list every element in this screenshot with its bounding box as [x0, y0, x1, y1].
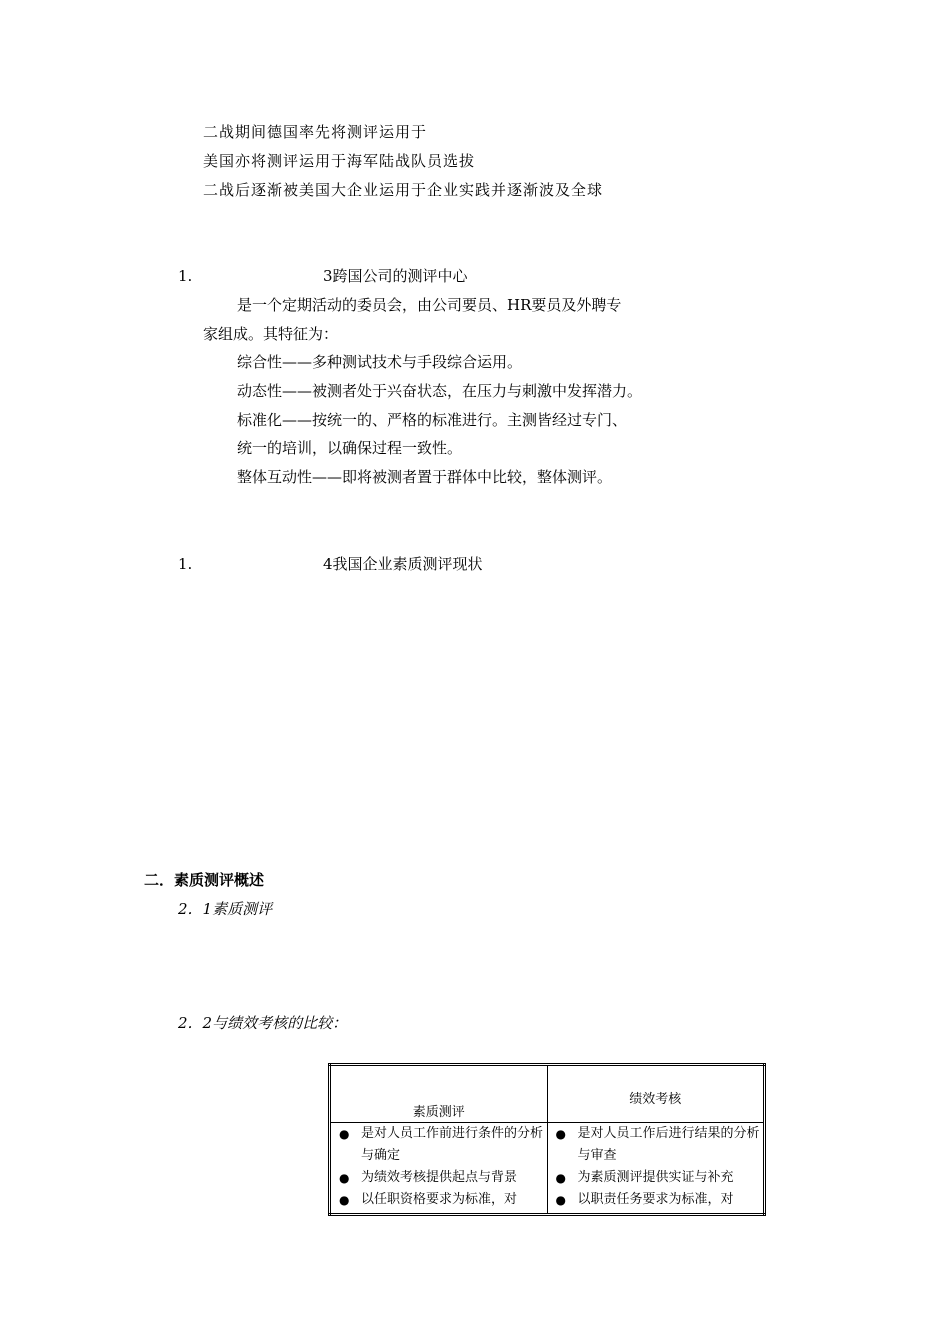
list-item: ● 为绩效考核提供起点与背景 [331, 1167, 547, 1189]
section-2-1-title: 2．1素质测评 [178, 900, 273, 918]
section-1-3-number: 1. [178, 267, 193, 285]
section-1-3-intro-2: 家组成。其特征为： [203, 325, 339, 343]
bullet-icon: ● [555, 1127, 566, 1141]
bullet-icon: ● [555, 1193, 566, 1207]
feature-line-2: 动态性——被测者处于兴奋状态，在压力与刺激中发挥潜力。 [237, 382, 643, 400]
comparison-table [328, 1063, 766, 1216]
list-item: ● 以任职资格要求为标准，对 [331, 1189, 547, 1211]
bullet-icon: ● [555, 1171, 566, 1185]
history-line-3: 二战后逐渐被美国大企业运用于企业实践并逐渐波及全球 [203, 181, 604, 199]
feature-line-1: 综合性——多种测试技术与手段综合运用。 [237, 353, 523, 371]
history-line-1: 二战期间德国率先将测评运用于 [203, 123, 428, 141]
section-1-3-intro-1: 是一个定期活动的委员会，由公司要员、HR要员及外聘专 [237, 296, 622, 314]
bullet-icon: ● [339, 1193, 350, 1207]
bullet-icon: ● [339, 1171, 350, 1185]
feature-line-5: 整体互动性——即将被测者置于群体中比较，整体测评。 [237, 468, 613, 486]
bullet-icon: ● [339, 1127, 350, 1141]
history-line-2: 美国亦将测评运用于海军陆战队员选拔 [203, 152, 476, 170]
header-suzhi-ceping: 素质测评 [412, 1105, 465, 1120]
header-jixiao-kaohe: 绩效考核 [629, 1092, 682, 1107]
list-item: ● 为素质测评提供实证与补充 [548, 1167, 764, 1189]
chapter-2-title: 二．素质测评概述 [144, 871, 265, 889]
feature-line-3: 标准化——按统一的、严格的标准进行。主测皆经过专门、 [237, 411, 628, 429]
list-item: ● 是对人员工作后进行结果的分析与审查 [548, 1123, 764, 1167]
left-bullets-cell [330, 1123, 548, 1215]
section-1-4-title: 4我国企业素质测评现状 [323, 555, 483, 573]
list-item: ● 以职责任务要求为标准，对 [548, 1189, 764, 1211]
feature-line-4: 统一的培训，以确保过程一致性。 [237, 439, 463, 457]
section-1-4-number: 1. [178, 555, 193, 573]
section-1-3-title: 3跨国公司的测评中心 [323, 267, 468, 285]
header-cell-suzhi [330, 1065, 548, 1123]
section-2-2-title: 2．2与绩效考核的比较： [178, 1014, 348, 1032]
right-bullets-cell [547, 1123, 765, 1215]
list-item: ● 是对人员工作前进行条件的分析与确定 [331, 1123, 547, 1167]
header-cell-jixiao [547, 1065, 765, 1123]
